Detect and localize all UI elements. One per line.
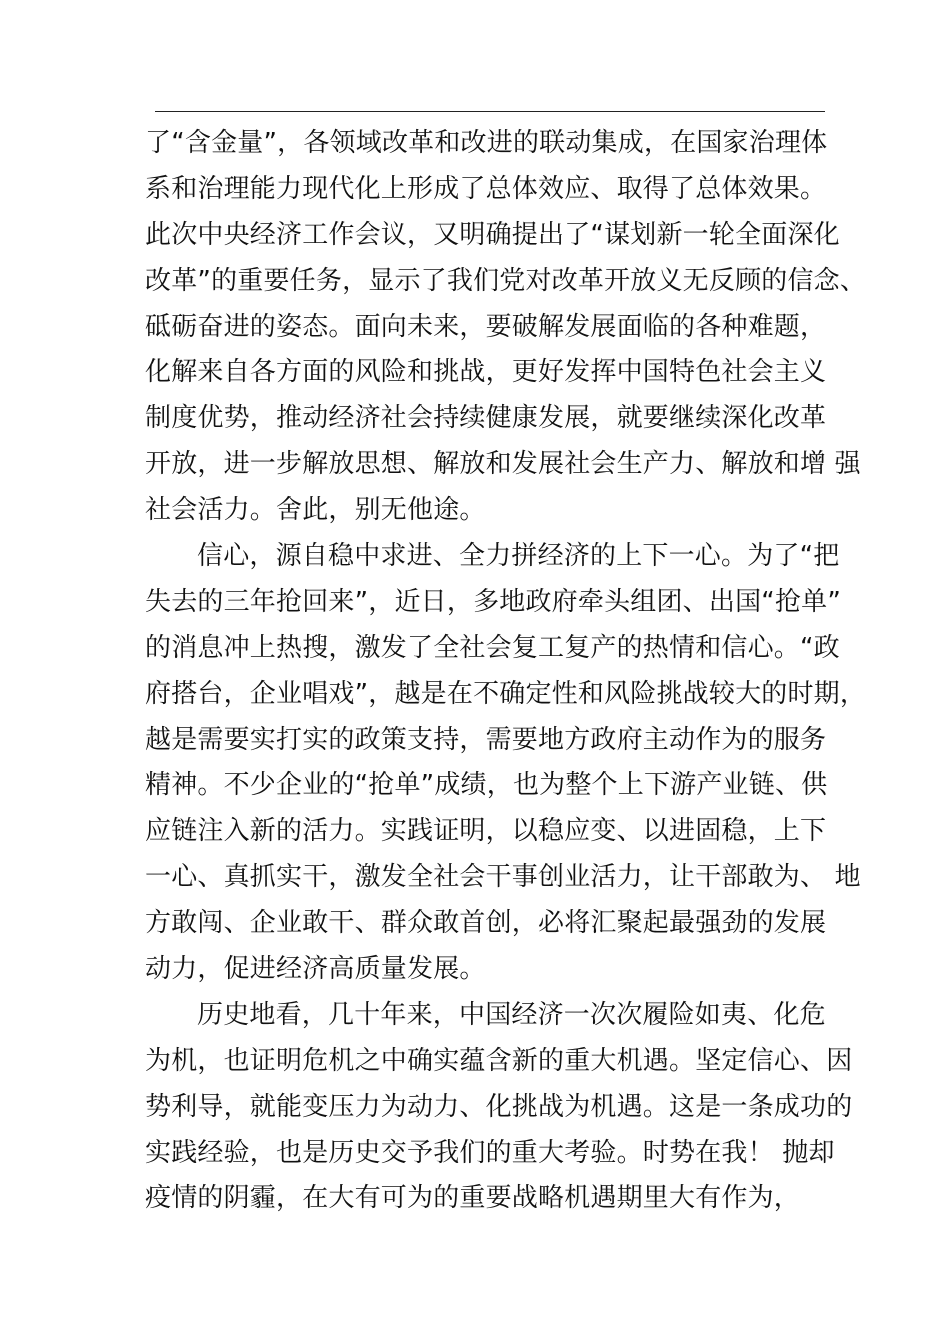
text-line: 疫情的阴霾，在大有可为的重要战略机遇期里大有作为， bbox=[145, 1183, 801, 1214]
text-line: 失去的三年抢回来”，近日，多地政府牵头组团、出国“抢单” bbox=[145, 586, 842, 617]
text-line: 砥砺奋进的姿态。面向未来，要破解发展面临的各种难题， bbox=[145, 311, 827, 342]
text-line: 了“含金量”，各领域改革和改进的联动集成，在国家治理体 bbox=[145, 128, 828, 158]
text-line: 社会活力。舍此，别无他途。 bbox=[145, 495, 486, 526]
text-line: 一心、真抓实干，激发全社会干事创业活力，让干部敢为、 地 bbox=[145, 862, 861, 893]
text-line: 制度优势，推动经济社会持续健康发展，就要继续深化改革 bbox=[145, 403, 827, 434]
text-line: 为机，也证明危机之中确实蕴含新的重大机遇。坚定信心、因 bbox=[145, 1045, 853, 1076]
text-line: 改革”的重要任务，显示了我们党对改革开放义无反顾的信念、 bbox=[145, 265, 867, 296]
text-line: 府搭台，企业唱戏”，越是在不确定性和风险挑战较大的时期， bbox=[145, 678, 867, 709]
text-line: 动力，促进经济高质量发展。 bbox=[145, 954, 486, 985]
text-line: 方敢闯、企业敢干、群众敢首创，必将汇聚起最强劲的发展 bbox=[145, 908, 827, 939]
text-line: 势利导，就能变压力为动力、化挑战为机遇。这是一条成功的 bbox=[145, 1091, 853, 1122]
text-line: 精神。不少企业的“抢单”成绩，也为整个上下游产业链、供 bbox=[145, 770, 828, 801]
text-line: 系和治理能力现代化上形成了总体效应、取得了总体效果。 bbox=[145, 173, 827, 204]
text-line: 应链注入新的活力。实践证明，以稳应变、以进固稳，上下 bbox=[145, 816, 827, 847]
text-line: 此次中央经济工作会议，又明确提出了“谋划新一轮全面深化 bbox=[145, 219, 840, 250]
document-body bbox=[145, 121, 867, 1222]
text-line: 实践经验，也是历史交予我们的重大考验。时势在我！ 抛却 bbox=[145, 1137, 835, 1168]
paragraph-2 bbox=[145, 534, 867, 993]
header-rule bbox=[155, 111, 825, 112]
text-line: 历史地看，几十年来，中国经济一次次履险如夷、化危 bbox=[197, 999, 826, 1030]
text-line: 化解来自各方面的风险和挑战，更好发挥中国特色社会主义 bbox=[145, 357, 827, 388]
paragraph-3 bbox=[145, 993, 853, 1222]
text-line: 信心，源自稳中求进、全力拼经济的上下一心。为了“把 bbox=[197, 541, 840, 572]
text-line: 开放，进一步解放思想、解放和发展社会生产力、解放和增 强 bbox=[145, 449, 861, 480]
paragraph-1 bbox=[145, 121, 867, 534]
text-line: 的消息冲上热搜，激发了全社会复工复产的热情和信心。“政 bbox=[145, 632, 840, 663]
text-line: 越是需要实打实的政策支持，需要地方政府主动作为的服务 bbox=[145, 724, 827, 755]
